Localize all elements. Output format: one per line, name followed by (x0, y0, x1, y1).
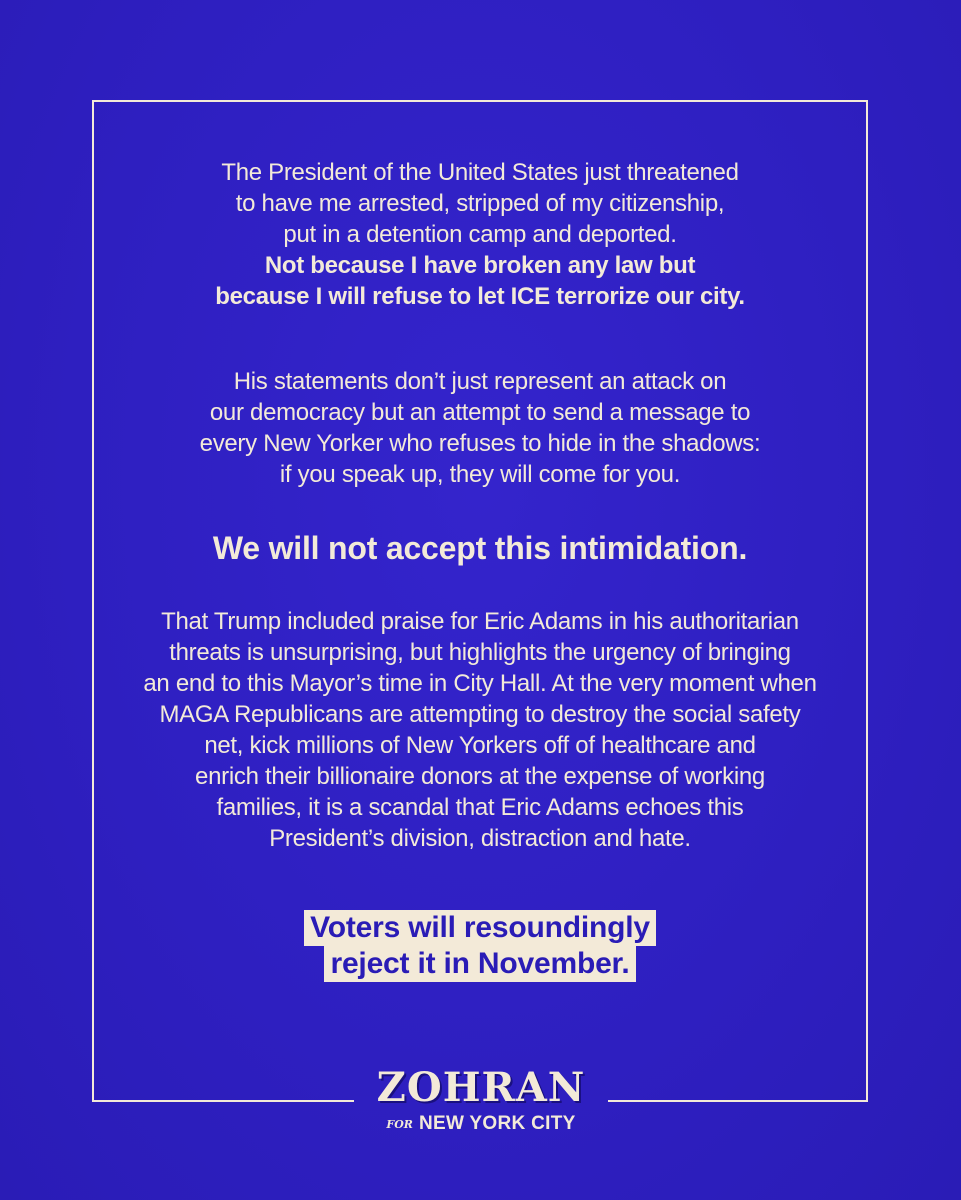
campaign-logo-tagline (354, 1113, 608, 1135)
paragraph-1-bold-line-2: because I will refuse to let ICE terrorize our city. (215, 283, 745, 310)
paragraph-2-line-3: every New Yorker who refuses to hide in the shadows: (199, 430, 761, 457)
paragraph-1-line-3: put in a detention camp and deported. (283, 221, 677, 248)
closing-line-2: reject it in November. (324, 946, 635, 982)
paragraph-1-bold-line-1: Not because I have broken any law but (264, 252, 696, 279)
logo-city-text: NEW YORK CITY (418, 1113, 576, 1134)
paragraph-3-line-3: an end to this Mayor’s time in City Hall. At the very moment when (143, 670, 817, 697)
closing-line-2-wrap (92, 946, 868, 982)
closing-line-1-wrap (92, 910, 868, 946)
paragraph-3-line-1: That Trump included praise for Eric Adams in his authoritarian (161, 608, 799, 635)
logo-for-text: FOR (386, 1117, 413, 1131)
paragraph-3-line-8: President’s division, distraction and hate. (269, 825, 691, 852)
paragraph-2-line-4: if you speak up, they will come for you. (279, 461, 681, 488)
paragraph-3-line-6: enrich their billionaire donors at the expense of working (195, 763, 765, 790)
paragraph-3-line-4: MAGA Republicans are attempting to destroy the social safety (159, 701, 801, 728)
campaign-logo-name: ZOHRAN (376, 1064, 586, 1111)
paragraph-1-line-2: to have me arrested, stripped of my citizenship, (235, 190, 725, 217)
paragraph-1-line-1: The President of the United States just threatened (221, 159, 739, 186)
closing-line-1: Voters will resoundingly (304, 910, 656, 946)
headline: We will not accept this intimidation. (212, 530, 748, 566)
paragraph-3-line-5: net, kick millions of New Yorkers off of healthcare and (204, 732, 756, 759)
paragraph-2-line-1: His statements don’t just represent an attack on (233, 368, 727, 395)
paragraph-2-line-2: our democracy but an attempt to send a message to (209, 399, 751, 426)
paragraph-3-line-2: threats is unsurprising, but highlights the urgency of bringing (169, 639, 791, 666)
paragraph-3-line-7: families, it is a scandal that Eric Adams echoes this (216, 794, 744, 821)
